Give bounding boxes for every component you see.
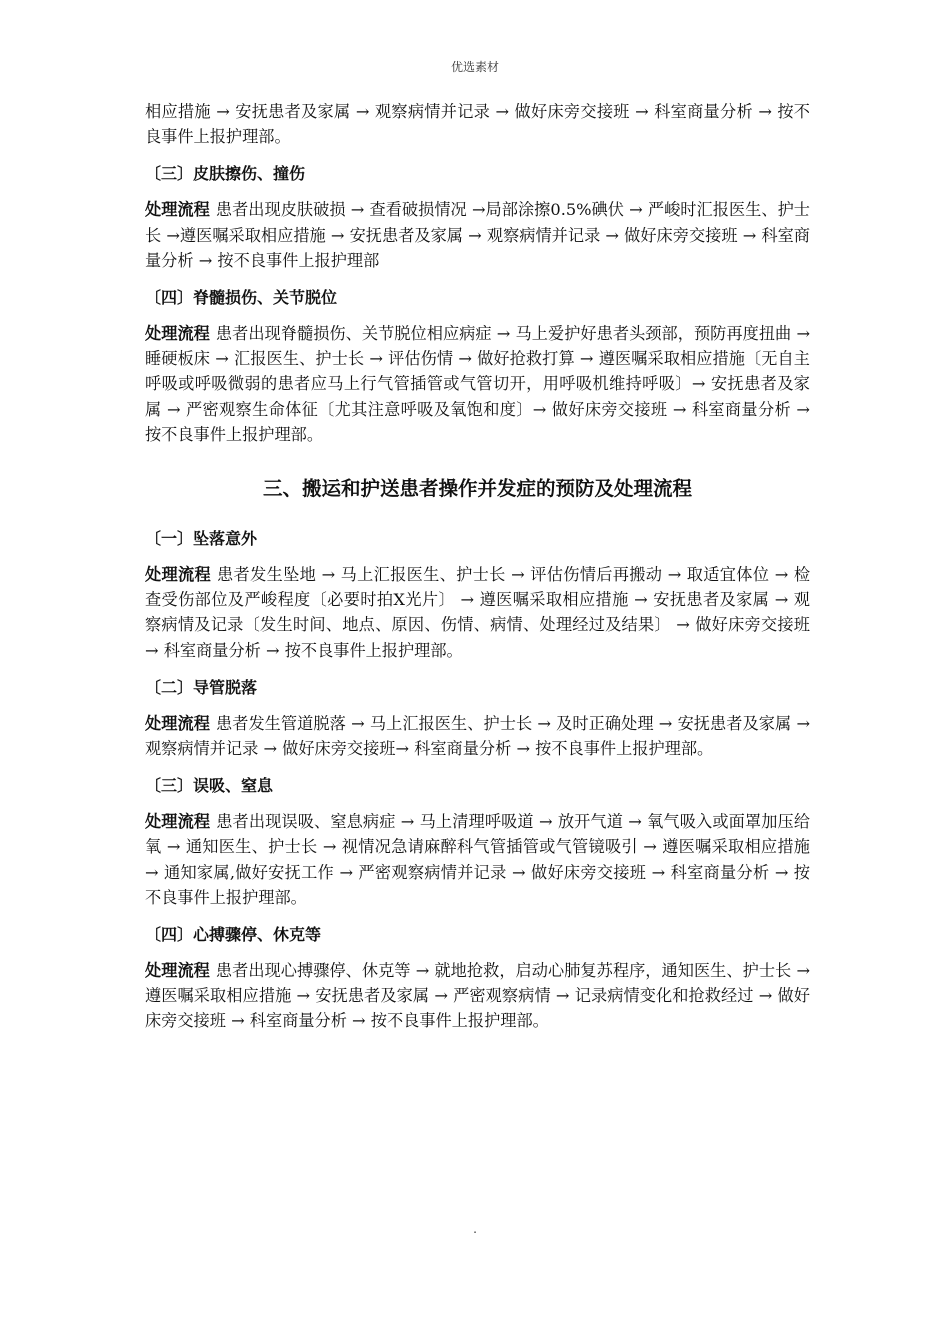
procedure-label: 处理流程 — [145, 961, 210, 981]
procedure-label: 处理流程 — [145, 565, 212, 585]
intro-paragraph: 相应措施 → 安抚患者及家属 → 观察病情并记录 → 做好床旁交接班 → 科室商量分析 → 按不良事件上报护理部。 — [145, 102, 810, 147]
page-content — [145, 99, 810, 1034]
procedure-paragraph — [145, 562, 810, 663]
subheading: 〔四〕脊髓损伤、关节脱位 — [145, 288, 338, 308]
procedure-paragraph — [145, 321, 810, 447]
procedure-label: 处理流程 — [145, 200, 210, 220]
subheading: 〔一〕坠落意外 — [145, 529, 258, 549]
procedure-label: 处理流程 — [145, 812, 211, 832]
procedure-label: 处理流程 — [145, 324, 210, 344]
subheading: 〔四〕心搏骤停、休克等 — [145, 925, 322, 945]
procedure-text: 患者出现皮肤破损 → 查看破损情况 →局部涂擦0.5%碘伏 → 严峻时汇报医生、护士长 →遵医嘱采取相应措施 → 安抚患者及家属 → 观察病情并记录 → 做好床旁交接班 → 科室商量分析 → 按不良事件上报护理部 — [145, 200, 810, 270]
procedure-text: 患者发生管道脱落 → 马上汇报医生、护士长 → 及时正确处理 → 安抚患者及家属 → 观察病情并记录 → 做好床旁交接班→ 科室商量分析 → 按不良事件上报护理部。 — [145, 713, 811, 759]
procedure-text: 患者发生坠地 → 马上汇报医生、护士长 → 评估伤情后再搬动 → 取适宜体位 → 检查受伤部位及严峻程度〔必要时拍X光片〕 → 遵医嘱采取相应措施 → 安抚患者及家属 → 观察病情及记录〔发生时间、地点、原因、伤情、病情、处理经过及结果〕 → 做好床旁交接班 → 科室商量分析 → 按不良事件上报护理部。 — [145, 565, 811, 660]
block-spinal-injury — [145, 286, 810, 447]
subheading: 〔三〕误吸、窒息 — [145, 776, 274, 796]
block-cardiac-arrest — [145, 923, 810, 1034]
procedure-paragraph — [145, 958, 810, 1034]
section-title: 三、搬运和护送患者操作并发症的预防及处理流程 — [262, 477, 692, 501]
subheading: 〔三〕皮肤擦伤、撞伤 — [145, 164, 306, 184]
procedure-label: 处理流程 — [145, 713, 210, 733]
block-fall-accident — [145, 527, 810, 663]
subheading: 〔二〕导管脱落 — [145, 677, 258, 697]
procedure-text: 患者出现误吸、窒息病症 → 马上清理呼吸道 → 放开气道 → 氧气吸入或面罩加压给氧 → 通知医生、护士长 → 视情况急请麻醉科气管插管或气管镜吸引 → 遵医嘱采取相应措施 → 通知家属,做好安抚工作 → 严密观察病情并记录 → 做好床旁交接班 → 科室商量分析 → 按不良事件上报护理部。 — [145, 812, 811, 907]
procedure-paragraph — [145, 711, 810, 761]
page-footer: . — [473, 1222, 477, 1236]
block-catheter-dislodgement — [145, 676, 810, 761]
block-skin-abrasion — [145, 162, 810, 273]
procedure-paragraph — [145, 197, 810, 273]
procedure-paragraph — [145, 809, 810, 910]
page-header: 优选素材 — [450, 60, 499, 74]
procedure-text: 患者出现心搏骤停、休克等 → 就地抢救，启动心肺复苏程序，通知医生、护士长 → 遵医嘱采取相应措施 → 安抚患者及家属 → 严密观察病情 → 记录病情变化和抢救经过 → 做好床旁交接班 → 科室商量分析 → 按不良事件上报护理部。 — [145, 961, 811, 1031]
block-aspiration-asphyxia — [145, 774, 810, 910]
procedure-text: 患者出现脊髓损伤、关节脱位相应病症 → 马上爱护好患者头颈部，预防再度扭曲 → 睡硬板床 → 汇报医生、护士长 → 评估伤情 → 做好抢救打算 → 遵医嘱采取相应措施〔无自主呼吸或呼吸微弱的患者应马上行气管插管或气管切开，用呼吸机维持呼吸〕→ 安抚患者及家属 → 严密观察生命体征〔尤其注意呼吸及氧饱和度〕→ 做好床旁交接班 → 科室商量分析 → 按不良事件上报护理部。 — [145, 324, 811, 444]
